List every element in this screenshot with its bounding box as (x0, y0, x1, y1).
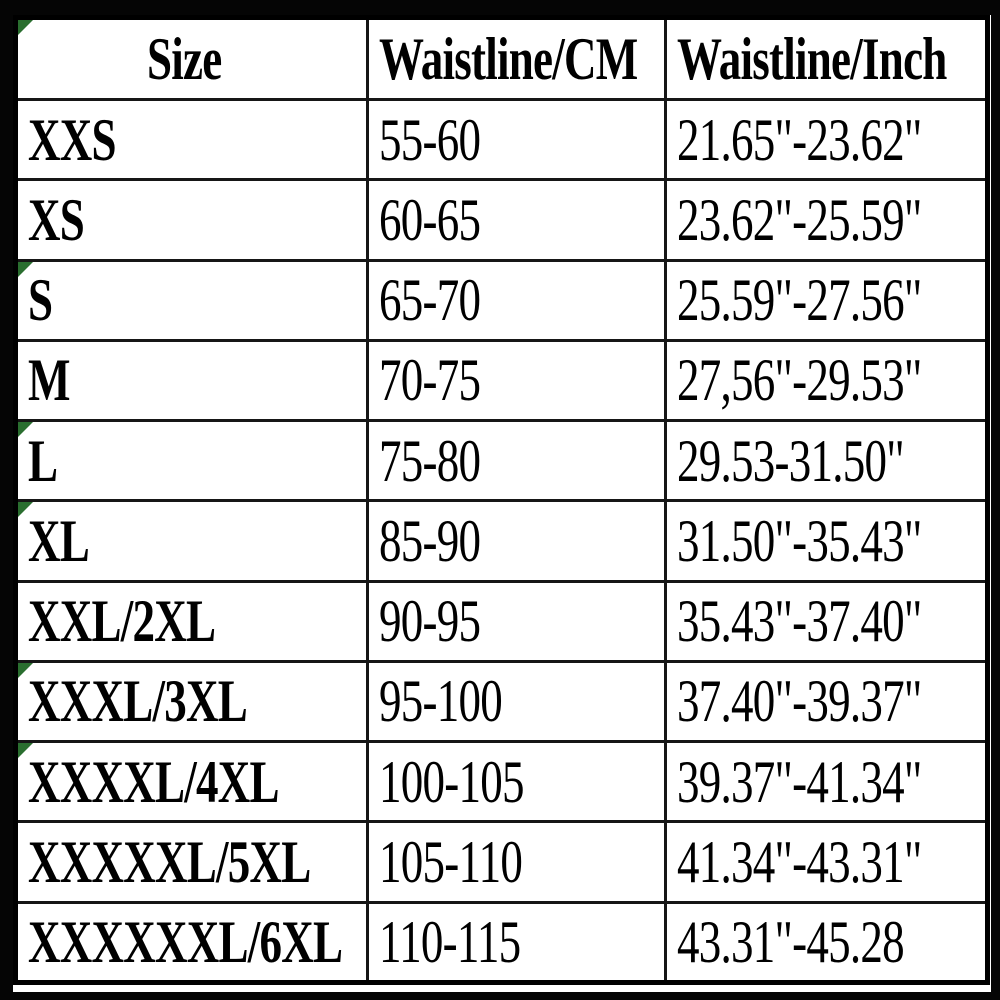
waistline-cm-value: 110-115 (379, 908, 521, 975)
waistline-inch-value: 23.62"-25.59" (677, 186, 922, 253)
waistline-inch-value: 37.40"-39.37" (677, 668, 922, 735)
waistline-cm-cell (368, 180, 666, 260)
table-row (16, 902, 988, 982)
waistline-cm-value: 55-60 (379, 106, 481, 173)
waistline-cm-cell (368, 902, 666, 982)
size-cell (16, 581, 368, 661)
size-cell (16, 501, 368, 581)
size-value: XXL/2XL (28, 588, 216, 655)
size-cell (16, 661, 368, 741)
waistline-inch-value: 25.59"-27.56" (677, 267, 922, 334)
header-waistline-inch (666, 18, 988, 100)
table-row (16, 501, 988, 581)
waistline-inch-cell (666, 822, 988, 902)
header-waistline-inch-label: Waistline/Inch (677, 26, 947, 92)
waistline-cm-value: 90-95 (379, 588, 481, 655)
size-cell (16, 100, 368, 180)
table-row (16, 661, 988, 741)
waistline-cm-value: 100-105 (379, 748, 524, 815)
table-row (16, 180, 988, 260)
waistline-cm-cell (368, 100, 666, 180)
waistline-inch-cell (666, 581, 988, 661)
size-value: XL (28, 507, 90, 574)
size-cell (16, 180, 368, 260)
waistline-cm-cell (368, 822, 666, 902)
waistline-cm-cell (368, 501, 666, 581)
waistline-inch-cell (666, 742, 988, 822)
header-waistline-cm-label: Waistline/CM (379, 26, 638, 92)
size-cell (16, 260, 368, 340)
header-row (16, 18, 988, 100)
waistline-cm-cell (368, 742, 666, 822)
waistline-cm-cell (368, 661, 666, 741)
size-cell (16, 902, 368, 982)
waistline-inch-cell (666, 260, 988, 340)
size-value: L (28, 427, 58, 494)
size-cell (16, 421, 368, 501)
waistline-inch-cell (666, 340, 988, 420)
size-value: XXXXXXL/6XL (28, 908, 343, 975)
size-cell (16, 340, 368, 420)
waistline-cm-cell (368, 260, 666, 340)
size-value: S (28, 267, 53, 334)
waistline-inch-cell (666, 902, 988, 982)
waistline-inch-value: 41.34"-43.31" (677, 829, 922, 896)
waistline-cm-value: 75-80 (379, 427, 481, 494)
waistline-cm-value: 95-100 (379, 668, 502, 735)
table-row (16, 340, 988, 420)
table-row (16, 742, 988, 822)
table-row (16, 822, 988, 902)
size-cell (16, 822, 368, 902)
waistline-cm-value: 70-75 (379, 347, 481, 414)
waistline-inch-value: 35.43"-37.40" (677, 588, 922, 655)
waistline-inch-value: 43.31"-45.28 (677, 908, 904, 975)
table-panel (13, 15, 991, 992)
waistline-inch-value: 29.53-31.50" (677, 427, 904, 494)
size-cell (16, 742, 368, 822)
waistline-cm-value: 85-90 (379, 507, 481, 574)
waistline-inch-cell (666, 180, 988, 260)
size-value: XXXXL/4XL (28, 748, 279, 815)
header-size (16, 18, 368, 100)
table-row (16, 260, 988, 340)
size-value: XS (28, 186, 85, 253)
waistline-inch-cell (666, 501, 988, 581)
size-value: M (28, 347, 70, 414)
waistline-cm-cell (368, 421, 666, 501)
waistline-inch-value: 21.65"-23.62" (677, 106, 922, 173)
header-size-label: Size (147, 26, 222, 92)
table-row (16, 100, 988, 180)
size-chart-table (13, 15, 990, 985)
waistline-cm-value: 60-65 (379, 186, 481, 253)
size-value: XXXL/3XL (28, 668, 248, 735)
waistline-inch-cell (666, 100, 988, 180)
waistline-inch-cell (666, 421, 988, 501)
waistline-inch-cell (666, 661, 988, 741)
waistline-cm-cell (368, 581, 666, 661)
waistline-inch-value: 39.37"-41.34" (677, 748, 922, 815)
waistline-inch-value: 27,56"-29.53" (677, 347, 922, 414)
waistline-cm-value: 105-110 (379, 829, 523, 896)
table-row (16, 581, 988, 661)
waistline-cm-cell (368, 340, 666, 420)
size-value: XXS (28, 106, 116, 173)
size-value: XXXXXL/5XL (28, 829, 311, 896)
table-row (16, 421, 988, 501)
header-waistline-cm (368, 18, 666, 100)
excel-error-marker (18, 20, 33, 35)
waistline-inch-value: 31.50"-35.43" (677, 507, 922, 574)
waistline-cm-value: 65-70 (379, 267, 481, 334)
